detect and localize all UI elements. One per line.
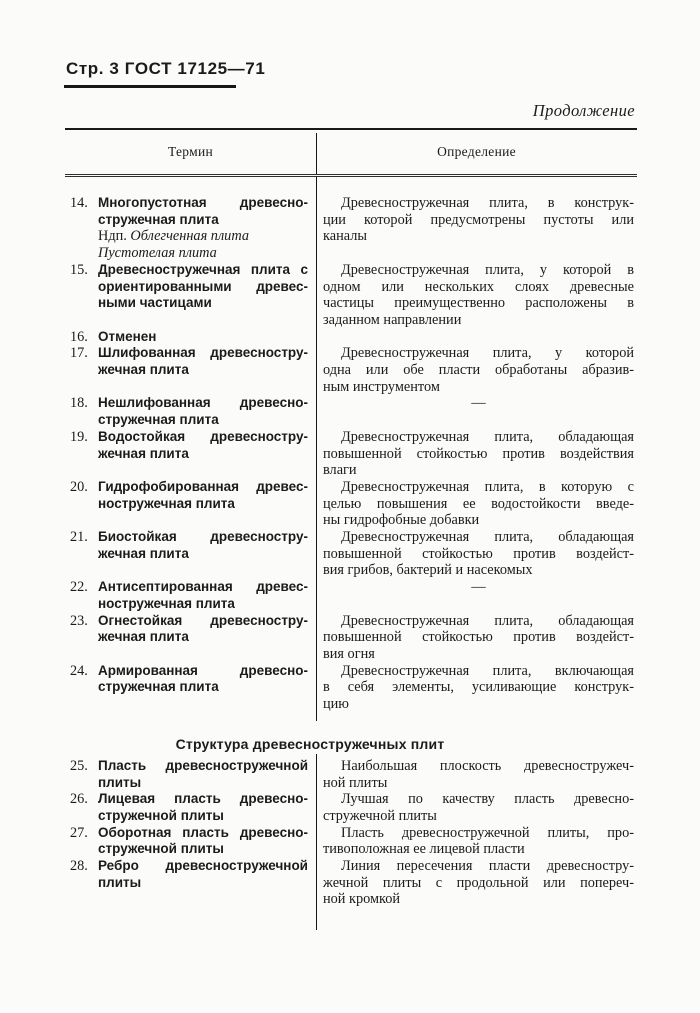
definition-line: заданном направлении [323,311,462,328]
definition-line: Древесностружечная плита, обладающая [341,529,634,546]
term-cell [98,858,316,908]
term-line: жечная плита [98,545,189,561]
section-title: Структура древесностружечных плит [175,735,445,752]
definition-cell [316,613,637,663]
definition-line: ным инструментом [323,378,440,395]
term-line: Ребро древесностружечной [98,858,308,874]
definition-line: частицы преимущественно расположены в [323,295,634,312]
definition-cell [316,579,637,612]
definition-cell [316,479,637,529]
table-row [65,791,637,824]
definition-cell [316,395,637,428]
term-line: плиты [98,874,142,890]
term-line: Гидрофобированная древес- [98,478,308,494]
table-row [65,479,637,529]
row-number: 26. [70,791,88,808]
row-number: 18. [70,395,88,412]
definition-line: повышенной стойкостью против воздейст- [323,545,634,562]
ndp-synonym-line [98,245,308,262]
column-header-definition: Определение [437,144,516,159]
table-body [65,177,637,930]
definition-line: стружечной плиты [323,807,437,824]
table-row [65,395,637,428]
definition-cell [316,262,637,329]
table-row [65,663,637,713]
term-line: стружечная плита [98,679,219,695]
column-divider-line [316,177,318,721]
definition-cell [316,345,637,395]
definition-dash: — [471,579,486,596]
row-number: 20. [70,478,88,495]
term-cell [98,529,316,579]
header-underline [64,85,236,88]
definition-line: тивоположная ее лицевой пласти [323,841,525,858]
row-number: 17. [70,345,88,362]
row-number: 25. [70,757,88,774]
definition-line: Древесностружечная плита, в которую с [341,478,634,495]
definition-line: Лучшая по качеству пласть древесно- [341,791,634,808]
continuation-label: Продолжение [532,101,635,120]
term-line: Шлифованная древесностру- [98,345,308,361]
definition-line: Древесностружечная плита, включающая [341,662,634,679]
table-row [65,613,637,663]
table-row [65,825,637,858]
definition-line: Древесностружечная плита, обладающая [341,612,634,629]
term-line: Антисептированная древес- [98,579,308,595]
definition-line: Пласть древесностружечной плиты, про- [341,824,634,841]
definition-line: повышенной стойкостью против воздейст- [323,629,634,646]
table-section [65,754,637,930]
definition-line: ной плиты [323,774,388,791]
term-line: жечная плита [98,445,189,461]
table-row [65,758,637,791]
term-cell [98,579,316,612]
table-row [65,345,637,395]
table-row [65,195,637,262]
definition-cell [316,329,637,346]
definition-line: цию [323,696,349,713]
term-line: Древесностружечная плита с [98,261,308,277]
definition-cell [316,195,637,262]
definition-line: вия огня [323,645,375,662]
definition-cell [316,529,637,579]
definition-line: одна или обе пласти обработаны абразив- [323,362,634,379]
definition-line: Древесностружечная плита, обладающая [341,428,634,445]
term-line: стружечная плита [98,211,219,227]
ndp-synonym-text: Пустотелая плита [98,245,217,262]
table-row [65,329,637,346]
terminology-table [65,128,637,930]
term-cell [98,395,316,428]
definition-line: Древесностружечная плита, в конструк- [341,195,634,211]
definition-line: в себя элементы, усиливающие конструк- [323,679,634,696]
row-number: 27. [70,824,88,841]
term-line: Лицевая пласть древесно- [98,791,308,807]
definition-line: вия грибов, бактерий и насекомых [323,562,533,579]
term-line: ностружечная плита [98,495,235,511]
column-divider-line [316,133,318,174]
table-row [65,858,637,908]
definition-cell [316,429,637,479]
term-cell [98,195,316,262]
term-line: Армированная древесно- [98,662,308,678]
table-row [65,429,637,479]
definition-line: целью повышения ее водостойкости введе- [323,495,634,512]
term-line: Нешлифованная древесно- [98,395,308,411]
definition-line: жечной плиты с продольной или попереч- [323,874,634,891]
term-line: ностружечная плита [98,595,235,611]
term-cell [98,825,316,858]
ndp-label: Ндп. [98,228,131,245]
term-line: Огнестойкая древесностру- [98,612,308,628]
definition-line: ции которой предусмотрены пустоты или [323,211,634,228]
term-cell [98,663,316,713]
definition-cell [316,825,637,858]
term-line: ными частицами [98,295,212,311]
definition-line: ны гидрофобные добавки [323,512,480,529]
ndp-synonym-line [98,228,308,245]
row-number: 19. [70,428,88,445]
term-line: жечная плита [98,362,189,378]
term-line: плиты [98,774,142,790]
row-number: 21. [70,529,88,546]
row-number: 23. [70,612,88,629]
definition-line: каналы [323,228,367,245]
definition-line: Древесностружечная плита, у которой в [341,261,634,278]
term-cell [98,479,316,529]
table-section [65,177,637,721]
term-line: ориентированными древес- [98,278,308,294]
term-cell [98,791,316,824]
row-number: 28. [70,858,88,875]
term-line: жечная плита [98,629,189,645]
term-cell [98,758,316,791]
definition-line: ной кромкой [323,891,401,908]
row-number: 14. [70,195,88,211]
term-line: стружечной плиты [98,807,224,823]
definition-dash: — [471,395,486,412]
term-cell [98,329,316,346]
term-cell [98,345,316,395]
term-line: Пласть древесностружечной [98,757,308,773]
term-line: Многопустотная древесно- [98,195,308,210]
row-number: 15. [70,261,88,278]
definition-line: влаги [323,462,357,479]
term-line: Биостойкая древесностру- [98,529,308,545]
definition-line: одном или нескольких слоях древесные [323,278,634,295]
definition-cell [316,791,637,824]
row-number: 22. [70,579,88,596]
term-cell [98,262,316,329]
row-number: 16. [70,328,88,345]
term-line: Водостойкая древесностру- [98,428,308,444]
term-line: стружечная плита [98,412,219,428]
term-line: Оборотная пласть древесно- [98,824,308,840]
term-cell [98,429,316,479]
table-row [65,262,637,329]
table-row [65,529,637,579]
table-header-row [65,130,637,177]
definition-cell [316,663,637,713]
definition-line: Линия пересечения пласти древесностру- [341,858,634,875]
row-number: 24. [70,662,88,679]
ndp-synonym-text: Облегченная плита [130,228,249,245]
definition-cell [316,758,637,791]
table-row [65,579,637,612]
column-header-term: Термин [167,144,214,159]
page-running-header: Стр. 3 ГОСТ 17125—71 [66,59,266,78]
term-cell [98,613,316,663]
definition-line: Древесностружечная плита, у которой [341,345,634,362]
column-divider-line [316,754,318,930]
term-line: Отменен [98,328,157,344]
definition-line: Наибольшая плоскость древесностружеч- [341,757,634,774]
definition-line: повышенной стойкостью против воздействия [323,445,634,462]
definition-cell [316,858,637,908]
term-line: стружечной плиты [98,841,224,857]
